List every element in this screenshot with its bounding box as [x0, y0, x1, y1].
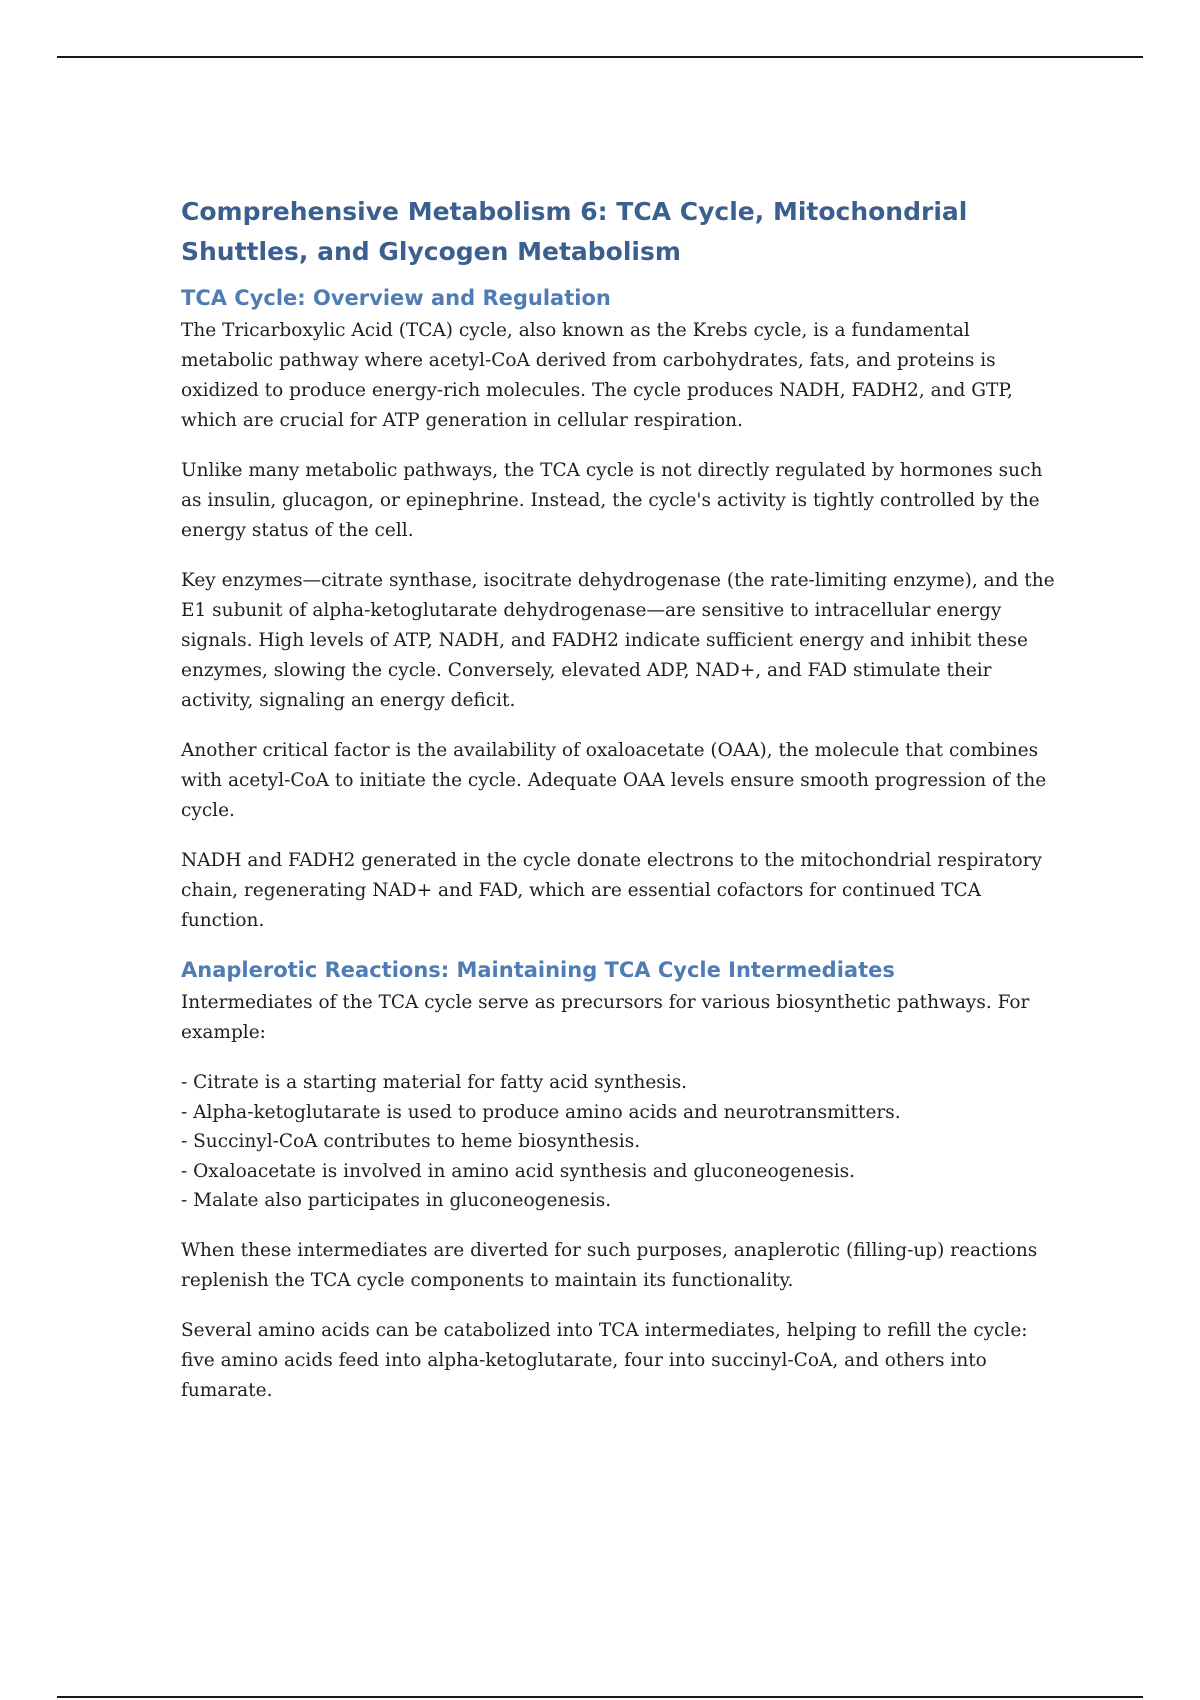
intermediates-list — [181, 1068, 1061, 1216]
section-heading: Anaplerotic Reactions: Maintaining TCA Cycle Intermediates — [181, 958, 895, 982]
document-title: Comprehensive Metabolism 6: TCA Cycle, Mitochondrial Shuttles, and Glycogen Metabolism — [181, 197, 968, 266]
list-item: - Oxaloacetate is involved in amino acid synthesis and gluconeogenesis. — [181, 1160, 856, 1182]
paragraph: Several amino acids can be catabolized into TCA intermediates, helping to refill the cycle: five amino acids feed into alpha-ketoglutarate, four into succinyl-CoA, and others into fumarate. — [181, 1319, 1028, 1401]
paragraph: Another critical factor is the availability of oxaloacetate (OAA), the molecule that combines with acetyl-CoA to initiate the cycle. Adequate OAA levels ensure smooth progression of the cycle. — [181, 740, 1047, 821]
paragraph: NADH and FADH2 generated in the cycle donate electrons to the mitochondrial respiratory chain, regenerating NAD+ and FAD, which are essential cofactors for continued TCA function. — [181, 850, 1042, 931]
paragraph: Key enzymes—citrate synthase, isocitrate dehydrogenase (the rate-limiting enzyme), and the E1 subunit of alpha-ketoglutarate dehydrogenase—are sensitive to intracellular energy signals. High levels of ATP, NADH, and FADH2 indicate sufficient energy and inhibit these enzymes, slowing the cycle. Conversely, elevated ADP, NAD+, and FAD stimulate their activity, signaling an energy deficit. — [181, 570, 1055, 711]
document-body — [181, 192, 1061, 1426]
paragraph: Intermediates of the TCA cycle serve as precursors for various biosynthetic pathways. For example: — [181, 992, 1030, 1043]
section-heading: TCA Cycle: Overview and Regulation — [181, 286, 611, 310]
list-item: - Malate also participates in gluconeogenesis. — [181, 1190, 612, 1211]
section-tca-overview — [181, 284, 1061, 936]
list-item: - Alpha-ketoglutarate is used to produce amino acids and neurotransmitters. — [181, 1101, 901, 1123]
section-anaplerotic — [181, 956, 1061, 1406]
header-rule — [57, 56, 1143, 58]
paragraph: Unlike many metabolic pathways, the TCA cycle is not directly regulated by hormones such as insulin, glucagon, or epinephrine. Instead, the cycle's activity is tightly controlled by the energy status of the cell. — [181, 460, 1043, 541]
paragraph: When these intermediates are diverted for such purposes, anaplerotic (filling-up) reactions replenish the TCA cycle components to maintain its functionality. — [181, 1239, 1038, 1291]
list-item: - Citrate is a starting material for fatty acid synthesis. — [181, 1072, 688, 1093]
footer-rule — [57, 1696, 1143, 1698]
paragraph: The Tricarboxylic Acid (TCA) cycle, also known as the Krebs cycle, is a fundamental metabolic pathway where acetyl-CoA derived from carbohydrates, fats, and proteins is oxidized to produce energy-rich molecules. The cycle produces NADH, FADH2, and GTP, which are crucial for ATP generation in cellular respiration. — [181, 320, 1013, 431]
list-item: - Succinyl-CoA contributes to heme biosynthesis. — [181, 1131, 641, 1152]
